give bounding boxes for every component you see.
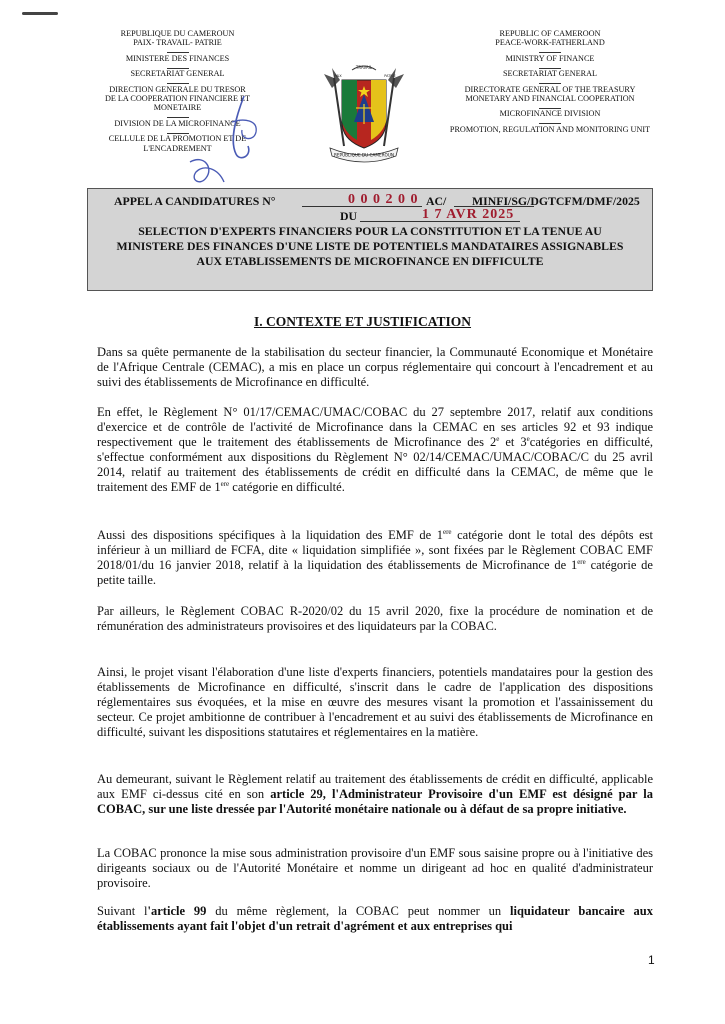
header-right-republic: REPUBLIC OF CAMEROON <box>499 29 601 38</box>
paragraph-6: Au demeurant, suivant le Règlement relatif au traitement des établissements de crédit en difficulté, applicable aux EMF ci-dessus cité en son article 29, l'Administrateur Provisoire d'un EMF est désigné par la COBAC, sur une liste dressée par l'Autorité monétaire nationale ou à défaut de sa propre initiative. <box>97 772 654 817</box>
paragraph-3: Aussi des dispositions spécifiques à la liquidation des EMF de 1ere catégorie dont le total des dépôts est inférieur à un milliard de FCFA, dite « liquidation simplifiée », sont fixées par le Règlement COBAC EMF 2018/01/du 16 janvier 2018, relatif à la liquidation des établissements de Microfinance de 1ere catégorie de petite taille. <box>97 527 653 588</box>
date-stamp: 1 7 AVR 2025 <box>422 207 515 222</box>
paragraph-4: Par ailleurs, le Règlement COBAC R-2020/02 du 15 avril 2020, fixe la procédure de nomination et de rémunération des administrateurs provisoires et des liquidateurs par la COBAC. <box>97 604 653 634</box>
header-right-directorate-1: DIRECTORATE GENERAL OF THE TREASURY <box>464 84 636 94</box>
reference-line <box>88 194 652 209</box>
header-left-directorate-3: MONETAIRE <box>153 103 202 113</box>
header-left-motto: PAIX- TRAVAIL- PATRIE <box>133 38 222 48</box>
reference-number-stamp: 0 0 0 2 0 0 <box>348 192 419 207</box>
paragraph-2: En effet, le Règlement N° 01/17/CEMAC/UMAC/COBAC du 27 septembre 2017, relatif aux conditions d'exercice et de contrôle de l'activité de Microfinance dans la CEMAC en ses articles 92 et 93 indique respectivement que le traitement des établissements de Microfinance des 2e et 3ecatégories en difficulté, s'effectue conformément aux dispositions du Règlement N° 02/14/CEMAC/UMAC/COBAC/C du 25 avril 2014, relatif au traitement des établissements de crédit en difficulté dans la CEMAC, de même que le traitement des EMF de 1ere catégorie en difficulté. <box>97 405 653 495</box>
date-label: DU <box>340 209 358 223</box>
header-right-division: MICROFINANCE DIVISION <box>499 109 601 119</box>
header-right-unit: PROMOTION, REGULATION AND MONITORING UNIT <box>449 124 651 134</box>
header-right <box>440 29 660 134</box>
header-left-division: DIVISION DE LA MICROFINANCE <box>114 118 241 128</box>
coat-banner-label: REPUBLIQUE DU CAMEROUN <box>334 152 394 158</box>
header-right-directorate-2: MONETARY AND FINANCIAL COOPERATION <box>465 94 635 104</box>
header-left-directorate-1: DIRECTION GENERALE DU TRESOR <box>109 84 246 94</box>
header-left-directorate-2: DE LA COOPERATION FINANCIERE ET <box>104 94 251 104</box>
paragraph-8: Suivant l'article 99 du même règlement, la COBAC peut nommer un liquidateur bancaire aux établissements ayant fait l'objet d'un retrait d'agrément et aux entreprises qui <box>97 904 653 934</box>
header-left-cell-1: CELLULE DE LA PROMOTION ET DE <box>108 134 247 144</box>
ribbon-left-label: PAIX <box>334 74 342 78</box>
call-reference-prefix: APPEL A CANDIDATURES N° <box>114 194 276 208</box>
header-left-ministry: MINISTERE DES FINANCES <box>125 53 230 63</box>
call-reference-suffix: MINFI/SG/DGTCFM/DMF/2025 <box>472 194 640 208</box>
paragraph-5: Ainsi, le projet visant l'élaboration d'une liste d'experts financiers, potentiels mandataires pour la gestion des établissements de Microfinance en difficulté, s'inscrit dans le cadre de l'application des dispositions réglementaires sus évoquées, et la mise en œuvre des mesures visant la promotion et l'assainissement du secteur. Ce projet ambitionne de contribuer à l'encadrement et au suivi des établissements de Microfinance en difficulté, suivant les dispositions statutaires et réglementaires en la matière. <box>97 665 653 740</box>
ribbon-right-label: PATRIE <box>384 74 396 78</box>
date-line <box>88 209 652 224</box>
paragraph-7: La COBAC prononce la mise sous administration provisoire d'un EMF sous saisine propre ou à l'initiative des dirigeants sociaux ou de l'Autorité Monétaire et nomme un dirigeant ad hoc en qualité d'administrateur provisoire. <box>97 846 653 891</box>
ribbon-center-label: TRAVAIL <box>355 65 373 70</box>
header-left-cell-2: L'ENCADREMENT <box>143 143 212 153</box>
call-reference-mid: AC/ <box>426 194 447 208</box>
header-right-secretariat: SECRETARIAT GENERAL <box>502 69 598 79</box>
title-box <box>87 188 653 291</box>
header-right-motto: PEACE-WORK-FATHERLAND <box>495 38 605 48</box>
header-right-ministry: MINISTRY OF FINANCE <box>505 53 595 63</box>
header-left-republic: REPUBLIQUE DU CAMEROUN <box>120 29 235 38</box>
handwritten-initials-icon <box>170 92 290 192</box>
scan-mark <box>22 12 58 15</box>
page-number: 1 <box>648 953 655 967</box>
coat-of-arms-icon <box>322 60 406 164</box>
header-left-secretariat: SECRETARIAT GENERAL <box>130 69 225 79</box>
section-heading: I. CONTEXTE ET JUSTIFICATION <box>253 314 472 329</box>
call-title: SELECTION D'EXPERTS FINANCIERS POUR LA CONSTITUTION ET LA TENUE AU MINISTERE DES FINANCES D'UNE LISTE DE POTENTIELS MANDATAIRES ASSIGNABLES AUX ETABLISSEMENTS DE MICROFINANCE EN DIFFICULTE <box>116 224 624 268</box>
paragraph-1: Dans sa quête permanente de la stabilisation du secteur financier, la Communauté Economique et Monétaire de l'Afrique Centrale (CEMAC), a mis en place un corpus réglementaire qui concourt à l'encadrement et au suivi des établissements de Microfinance en difficulté. <box>97 345 653 390</box>
